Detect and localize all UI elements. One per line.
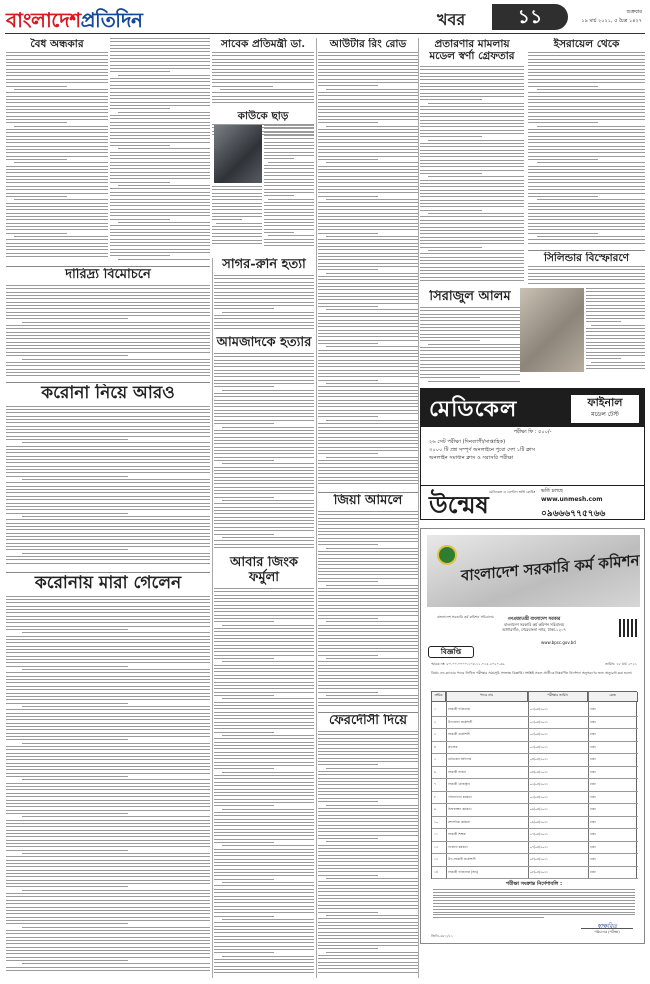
table-cell: ০৬/০৪/২০২১	[530, 819, 549, 824]
article-body	[318, 731, 418, 973]
table-cell: ০৩/০৪/২০২১	[530, 732, 549, 737]
headline: ফেরদৌসী দিয়ে	[329, 714, 407, 728]
column-rule	[418, 38, 419, 978]
ad-point: ৩০০০ টি প্রশ্ন সম্পূর্ণ অনলাইনে পুরো দেশ ১টি ক্লাস	[429, 447, 536, 453]
divider	[528, 250, 645, 251]
table-row-rule	[432, 866, 638, 867]
article-body	[586, 288, 645, 369]
table-row-rule	[432, 791, 638, 792]
article-zinc-formula[interactable]	[214, 556, 314, 978]
psc-head-title: গণপ্রজাতন্ত্রী বাংলাদেশ সরকার	[507, 617, 561, 622]
article-body	[6, 285, 210, 376]
article-sagor-runi[interactable]	[214, 258, 314, 334]
article-kauke-char-cont2	[212, 186, 262, 250]
ad-model-test: মডেল টেস্ট	[591, 411, 619, 418]
psc-memo-row	[431, 662, 637, 668]
headline: কাউকে ছাড়	[237, 110, 289, 122]
table-cell: ঢাকা	[590, 832, 596, 837]
table-row-rule	[432, 878, 638, 879]
column-rule	[316, 38, 317, 978]
table-cell: ঢাকা	[590, 807, 596, 812]
article-silindar[interactable]	[528, 252, 645, 288]
table-cell: মেডিকেল অফিসার	[448, 757, 472, 762]
ad-title: মেডিকেল	[429, 396, 518, 422]
table-header: পরীক্ষার তারিখ	[528, 692, 588, 702]
divider	[318, 492, 418, 493]
table-cell: প্রশাসনিক কর্মকর্তা	[448, 819, 471, 824]
table-cell: হিসাবরক্ষণ কর্মকর্তা	[448, 807, 472, 812]
table-cell: ০৮/০৪/২০২১	[530, 869, 549, 874]
qr-code-icon	[619, 619, 637, 637]
table-cell: ০৭/০৪/২০২১	[530, 844, 549, 849]
article-korona-niye[interactable]	[6, 384, 210, 570]
ad-brand: উন্মেষ	[429, 490, 489, 519]
table-cell: ৫	[434, 757, 437, 762]
article-outer-ring-body	[318, 52, 418, 490]
ad-footer	[421, 485, 644, 519]
article-kauke-char-cont	[264, 125, 314, 250]
article-body	[212, 186, 262, 244]
headline: ইসরায়েল থেকে	[553, 38, 620, 50]
table-cell: ০৪/০৪/২০২১	[530, 757, 549, 762]
article-body	[420, 307, 520, 382]
ad-point: অনলাইন সমাধান ক্লাস ও সরাসরি পরীক্ষা	[429, 455, 514, 461]
table-row-rule	[432, 753, 638, 754]
table-cell: ঢাকা	[590, 844, 596, 849]
ad-website-link[interactable]: www.unmesh.com	[541, 496, 603, 503]
table-cell: ৬	[434, 769, 437, 774]
table-cell: ঢাকা	[590, 819, 596, 824]
table-cell: ১০	[434, 819, 439, 824]
table-cell: ১৪	[434, 869, 439, 874]
article-body	[318, 52, 418, 484]
table-cell: ০৫/০৪/২০২১	[530, 794, 549, 799]
table-cell: ১১	[434, 832, 439, 837]
table-cell: পরিসংখ্যান কর্মকর্তা	[448, 794, 472, 799]
article-body	[6, 596, 210, 972]
table-cell: ঢাকা	[590, 719, 596, 724]
table-cell: ৯	[434, 807, 437, 812]
article-silindar-cont	[586, 288, 645, 376]
table-cell: ০৫/০৪/২০২১	[530, 782, 549, 787]
table-row-rule	[432, 766, 638, 767]
subheadline: মডেল স্বর্ণা গ্রেফতার	[429, 50, 515, 63]
table-cell: ২	[434, 719, 437, 724]
table-column-rule	[588, 692, 589, 878]
issue-day: শুক্রবার	[626, 9, 642, 15]
government-seal-icon	[437, 545, 457, 565]
article-body	[264, 125, 314, 246]
psc-banner-title: বাংলাদেশ সরকারি কর্ম কমিশন	[461, 551, 640, 585]
psc-notice	[420, 528, 645, 944]
instructions-title: পরীক্ষা সংক্রান্ত নির্দেশাবলি :	[505, 881, 563, 887]
table-cell: ঢাকা	[590, 857, 596, 862]
headline: জিয়া আমলে	[333, 494, 403, 508]
divider	[6, 382, 210, 383]
table-row-rule	[432, 853, 638, 854]
table-row-rule	[432, 716, 638, 717]
table-cell: ৮	[434, 794, 437, 799]
page-number-badge: ১১	[492, 4, 568, 30]
psc-letterhead	[499, 617, 569, 632]
ad-brand-tag: মেডিকেল ও ডেন্টাল ভর্তি কোচিং	[489, 490, 536, 494]
article-ferdousi[interactable]	[318, 714, 418, 978]
table-cell: সহকারী সার্জন	[448, 769, 466, 774]
table-cell: ১৩	[434, 857, 439, 862]
table-cell: ৩	[434, 732, 437, 737]
headline: আউটার রিং রোড	[329, 38, 407, 50]
table-cell: উপজেলা প্রকৌশলী	[448, 719, 473, 724]
masthead-rule	[5, 33, 645, 34]
masthead	[0, 0, 650, 34]
table-cell: ১২	[434, 844, 439, 849]
headline: আমজাদকে হত্যার	[216, 336, 312, 350]
psc-head-sub: বাংলাদেশ সরকারি কর্ম কমিশন সচিবালয়	[504, 621, 564, 627]
table-cell: উপ-সহকারী প্রকৌশলী	[448, 857, 476, 862]
article-body	[212, 52, 314, 103]
logo-part-1: বাংলাদেশ	[6, 8, 81, 32]
table-cell: গবেষণা কর্মকর্তা	[448, 844, 468, 849]
article-body	[214, 353, 314, 548]
ad-header	[421, 389, 644, 427]
article-body	[528, 266, 645, 284]
issue-date: ১৯ মার্চ ২০২১, ৫ চৈত্র ১৪২৭	[581, 18, 642, 24]
table-cell: ঢাকা	[590, 757, 596, 762]
ad-phone[interactable]: ০৯৬৬৬৭৭৫৭৬৬	[541, 509, 606, 519]
signer-title: পরিচালক (পরীক্ষা)	[594, 930, 620, 934]
table-cell: ০৪/০৪/২০২১	[530, 769, 549, 774]
article-body	[110, 38, 210, 260]
headline: বৈধ অন্ধকার	[30, 38, 84, 50]
article-boishno-andhokar-cont	[110, 38, 210, 264]
table-row-rule	[432, 841, 638, 842]
article-daridro[interactable]	[6, 268, 210, 380]
table-cell: ঢাকা	[590, 794, 596, 799]
table-row-rule	[432, 741, 638, 742]
headline: করোনা নিয়ে আরও	[41, 384, 175, 403]
psc-website-link[interactable]: www.bpsc.gov.bd	[541, 640, 576, 645]
notice-label: বিজ্ঞপ্তি	[428, 646, 474, 658]
table-header: কেন্দ্র	[588, 692, 638, 702]
article-zia-amale[interactable]	[318, 494, 418, 710]
article-body	[528, 52, 645, 244]
table-cell: ০৩/০৪/২০২১	[530, 744, 549, 749]
headline: দারিদ্র্য বিমোচনে	[65, 268, 151, 282]
table-row-rule	[432, 816, 638, 817]
psc-banner	[427, 535, 640, 607]
table-cell: ঢাকা	[590, 732, 596, 737]
logo-part-2: প্রতিদিন	[80, 8, 143, 32]
article-protarona-body	[420, 66, 524, 288]
article-body	[214, 588, 314, 974]
table-cell: ১	[434, 707, 437, 712]
psc-intro: বিষয়: নন-ক্যাডার পদের লিখিত পরীক্ষার সময়সূচি সংক্রান্ত বিজ্ঞপ্তি। সংশ্লিষ্ট সকল প্রার্থীকে নিম্নবর্ণিত নির্দেশনা অনুসরণের জন্য অনুরোধ করা হলো।	[431, 671, 633, 675]
table-row-rule	[432, 828, 638, 829]
column-rule	[212, 258, 213, 978]
table-cell: ৭	[434, 782, 437, 787]
table-cell: সহকারী পরিচালক	[448, 707, 471, 712]
headline: সাগর-রুনি হত্যা	[222, 258, 306, 272]
article-amjad-hotya[interactable]	[214, 336, 314, 552]
table-cell: ০৭/০৪/২০২১	[530, 832, 549, 837]
headline: সাবেক প্রতিমন্ত্রী ডা.	[221, 38, 305, 50]
table-cell: ৪	[434, 744, 437, 749]
ad-point: ২৬ সেট পরীক্ষা (দিনব্যাপী/সাপ্তাহিক)	[429, 439, 506, 445]
divider	[6, 572, 210, 573]
table-cell: সহকারী পরিচালক (অর্থ)	[448, 869, 479, 874]
person-photo	[520, 288, 584, 372]
notice-code: জিডি-৬৮১/২১	[431, 934, 454, 938]
table-header: পদের নাম	[446, 692, 528, 702]
table-cell: ০৬/০৪/২০২১	[530, 807, 549, 812]
table-cell: ০২/০৪/২০২১	[530, 719, 549, 724]
psc-left-note: বাংলাদেশ সরকারি কর্ম কমিশন সচিবালয়	[437, 615, 494, 619]
psc-memo: স্মারক নং: ৮০.০০.০০০০.১০৫.১১.০১৫.২০২০-৫৯	[431, 662, 505, 666]
section-title: খবর	[437, 10, 466, 29]
article-body	[6, 52, 108, 257]
article-israel[interactable]	[528, 38, 645, 248]
instructions-body	[433, 889, 635, 920]
table-cell: প্রভাষক	[448, 744, 458, 749]
divider	[6, 266, 210, 267]
psc-memo-date: তারিখ: ১৮ মার্চ ২০২১	[605, 662, 637, 666]
headline: করোনায় মারা গেলেন	[34, 574, 182, 593]
ad-fee: পরীক্ষা ফি : ৫০০/-	[513, 429, 552, 435]
article-boishno-andhokar[interactable]	[6, 38, 108, 264]
psc-head-address: আগারগাঁও, শেরেবাংলা নগর, ঢাকা-১২০৭	[502, 626, 566, 632]
exam-schedule-table	[431, 691, 637, 879]
headline: আবার জিংক ফর্মুলা	[230, 556, 298, 585]
table-cell: ঢাকা	[590, 869, 596, 874]
table-cell: সহকারী রেজিস্ট্রার	[448, 782, 470, 787]
table-header: ক্রমিক	[432, 692, 446, 702]
table-cell: ০৮/০৪/২০২১	[530, 857, 549, 862]
table-cell: ঢাকা	[590, 769, 596, 774]
article-sabek-protimantri[interactable]	[212, 38, 314, 108]
table-cell: ঢাকা	[590, 782, 596, 787]
signature: স্বাক্ষরিত	[581, 921, 633, 929]
table-row-rule	[432, 778, 638, 779]
ad-final-box	[571, 395, 639, 423]
ad-final-label: ফাইনাল	[587, 396, 623, 409]
signature-block	[581, 921, 633, 936]
table-column-rule	[446, 692, 447, 878]
article-korona-mara[interactable]	[6, 574, 210, 978]
ad-points	[429, 438, 639, 462]
article-body	[6, 406, 210, 564]
article-body	[420, 66, 524, 281]
article-body	[318, 511, 418, 706]
article-siraj[interactable]	[420, 290, 520, 386]
table-column-rule	[528, 692, 529, 878]
article-photo	[214, 125, 262, 183]
table-row-rule	[432, 728, 638, 729]
table-cell: ০২/০৪/২০২১	[530, 707, 549, 712]
ad-apply: ভর্তি চলছে	[541, 488, 563, 494]
table-cell: ঢাকা	[590, 744, 596, 749]
headline: সিলিন্ডার বিস্ফোরণে	[543, 252, 630, 264]
table-cell: ঢাকা	[590, 707, 596, 712]
table-cell: সহকারী শিক্ষক	[448, 832, 466, 837]
table-row-rule	[432, 803, 638, 804]
article-outer-ring[interactable]	[318, 38, 418, 52]
article-body	[214, 275, 314, 330]
headline: প্রতারণার মামলায়	[434, 38, 510, 50]
divider	[318, 712, 418, 713]
table-cell: সহকারী প্রকৌশলী	[448, 732, 470, 737]
medical-coaching-ad[interactable]	[420, 388, 645, 520]
headline: সিরাজুল আলম	[429, 290, 511, 304]
